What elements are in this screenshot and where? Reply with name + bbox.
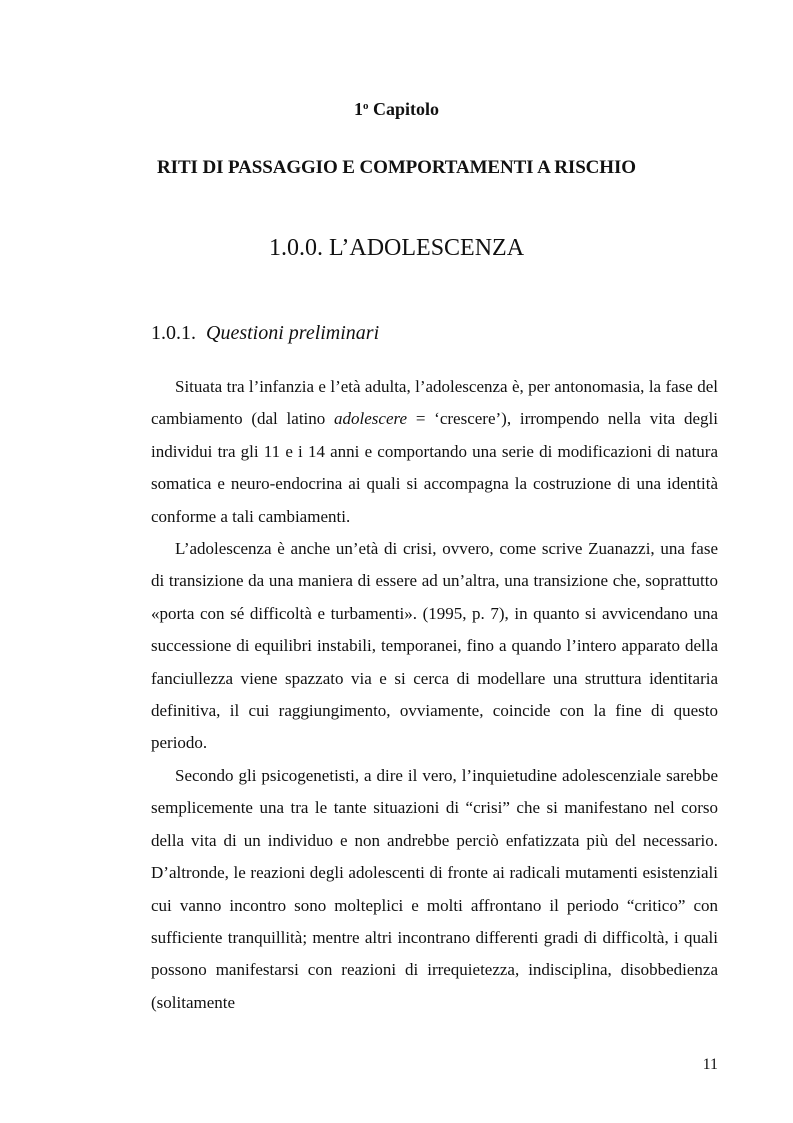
chapter-word: Capitolo bbox=[372, 99, 439, 119]
chapter-label bbox=[0, 97, 793, 121]
paragraph-1 bbox=[151, 371, 718, 533]
subsection-title: Questioni preliminari bbox=[206, 322, 380, 344]
paragraph-1-start: Situata tra l’infanzia e l’età adulta, l’adolescenza è, per antonomasia, la fase del cambiamento (dal latino bbox=[151, 377, 718, 429]
subsection-heading bbox=[151, 319, 379, 347]
latin-term: adolescere bbox=[334, 409, 408, 429]
section-title: 1.0.0. L’ADOLESCENZA bbox=[268, 235, 525, 261]
body-text bbox=[151, 371, 718, 1019]
page-number: 11 bbox=[702, 1056, 718, 1073]
chapter-number: 1 bbox=[353, 99, 363, 119]
subsection-number: 1.0.1. bbox=[151, 322, 196, 344]
paragraph-1-end: = ‘crescere’), irrompendo nella vita degli individui tra gli 11 e i 14 anni e comportando una serie di modificazioni di natura somatica e neuro-endocrina ai quali si accompagna la costruzione di una identità conforme a tali cambiamenti. bbox=[151, 409, 718, 526]
chapter-ordinal: o bbox=[362, 100, 369, 112]
paragraph-2: L’adolescenza è anche un’età di crisi, ovvero, come scrive Zuanazzi, una fase di transizione da una maniera di essere ad un’altra, una transizione che, soprattutto «porta con sé difficoltà e turbamenti». (1995, p. 7), in quanto si avvicendano una successione di equilibri instabili, temporanei, fino a quando l’intero apparato della fanciullezza viene spazzato via e si cerca di modellare una struttura identitaria definitiva, il cui raggiungimento, ovviamente, coincide con la fine di questo periodo. bbox=[151, 539, 718, 753]
chapter-title: RITI DI PASSAGGIO E COMPORTAMENTI A RISCHIO bbox=[157, 157, 636, 178]
paragraph-3: Secondo gli psicogenetisti, a dire il vero, l’inquietudine adolescenziale sarebbe semplicemente una tra le tante situazioni di “crisi” che si manifestano nel corso della vita di un individuo e non andrebbe perciò enfatizzata più del necessario. D’altronde, le reazioni degli adolescenti di fronte ai radicali mutamenti esistenziali cui vanno incontro sono molteplici e molti affrontano il periodo “critico” con sufficiente tranquillità; mentre altri incontrano differenti gradi di difficoltà, i quali possono manifestarsi con reazioni di irrequietezza, indisciplina, disobbedienza (solitamente bbox=[151, 765, 718, 1012]
